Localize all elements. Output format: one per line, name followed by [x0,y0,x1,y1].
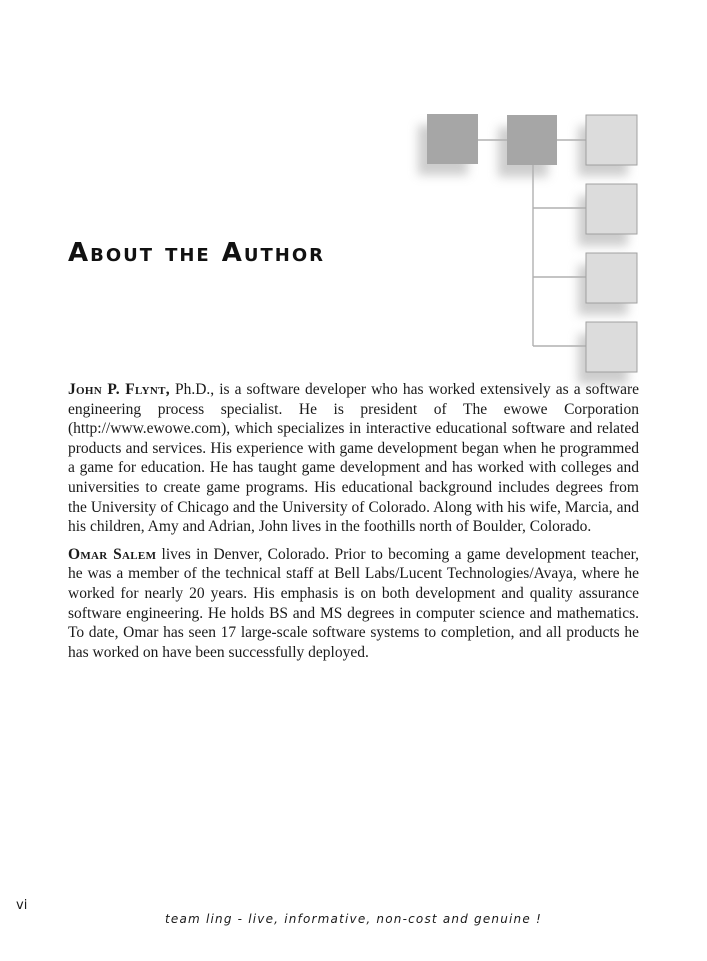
decorative-tree-diagram [0,0,707,400]
author-name: John P. Flynt, [68,381,170,398]
bio-omar-salem [68,545,639,663]
page-title: About the Author [68,238,326,268]
bio-text: lives in Denver, Colorado. Prior to becoming a game development teacher, he was a member of the technical staff at Bell Labs/Lucent Technologies/Avaya, where he worked for nearly 20 years. His emphasis is on both development and quality assurance software engineering. He holds BS and MS degrees in computer science and mathematics. To date, Omar has seen 17 large-scale software systems to completion, and all products he has worked on have been successfully deployed. [68,545,639,661]
diagram-square-4 [586,184,637,234]
author-name: Omar Salem [68,545,157,563]
diagram-square-1 [427,114,478,164]
bio-text: Ph.D., is a software developer who has worked extensively as a software engineering process specialist. He is president of The ewowe Corporation (http://www.ewowe.com), which specializes in interactive educational software and related products and services. His experience with game development began when he programmed a game for education. He has taught game development and has worked with colleges and universities to create game programs. His educational background includes degrees from the University of Chicago and the University of Colorado. Along with his wife, Marcia, and his children, Amy and Adrian, John lives in the foothills north of Boulder, Colorado. [68,381,639,536]
author-bios [68,380,639,670]
page-number: vi [16,898,28,913]
bio-john-flynt [68,380,639,537]
footer-watermark: team ling - live, informative, non-cost and genuine ! [165,912,542,926]
diagram-square-5 [586,253,637,303]
diagram-square-2 [507,115,557,165]
diagram-square-6 [586,322,637,372]
diagram-square-3 [586,115,637,165]
